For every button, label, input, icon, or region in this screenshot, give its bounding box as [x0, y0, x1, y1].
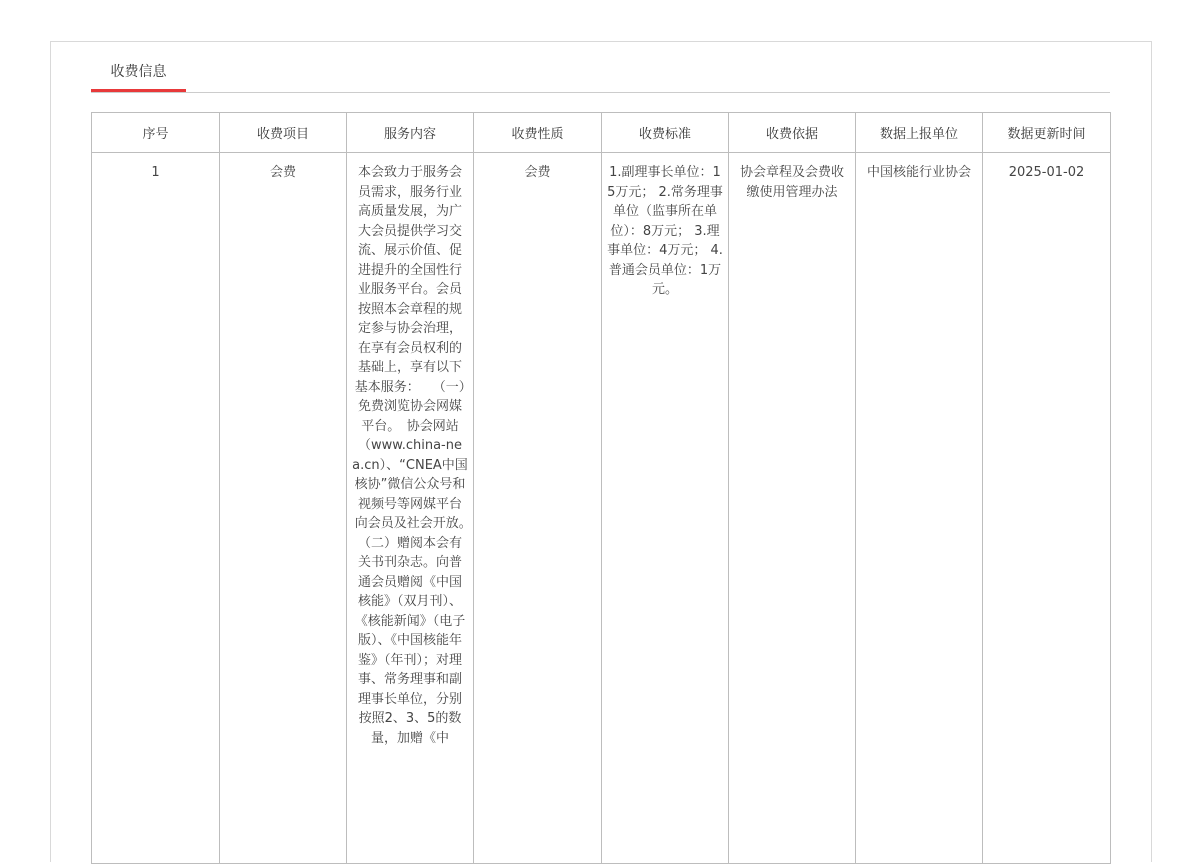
header-item: 收费项目 — [220, 113, 347, 153]
header-service: 服务内容 — [347, 113, 474, 153]
cell-basis: 协会章程及会费收缴使用管理办法 — [729, 153, 856, 864]
header-nature: 收费性质 — [474, 113, 602, 153]
table-row — [92, 153, 1111, 864]
cell-reporter: 中国核能行业协会 — [856, 153, 983, 864]
cell-updated: 2025-01-02 — [983, 153, 1111, 864]
cell-standard: 1.副理事长单位：15万元； 2.常务理事单位（监事所在单位）：8万元； 3.理事单位：4万元； 4.普通会员单位：1万元。 — [602, 153, 729, 864]
header-standard: 收费标准 — [602, 113, 729, 153]
header-index: 序号 — [92, 113, 220, 153]
fee-table — [91, 112, 1111, 864]
table-header-row — [92, 113, 1111, 153]
cell-service: 本会致力于服务会员需求，服务行业高质量发展，为广大会员提供学习交流、展示价值、促进提升的全国性行业服务平台。会员按照本会章程的规定参与协会治理，在享有会员权利的基础上，享有以下基本服务： （一）免费浏览协会网媒平台。 协会网站（www.china-nea.cn）、“CNEA中国核协”微信公众号和视频号等网媒平台向会员及社会开放。 （二）赠阅本会有关书刊杂志。向普通会员赠阅《中国核能》（双月刊）、《核能新闻》（电子版）、《中国核能年鉴》（年刊）；对理事、常务理事和副理事长单位，分别按照2、3、5的数量，加赠《中 — [347, 153, 474, 864]
tab-bar — [91, 60, 1110, 93]
header-updated: 数据更新时间 — [983, 113, 1111, 153]
cell-item: 会费 — [220, 153, 347, 864]
cell-nature: 会费 — [474, 153, 602, 864]
header-reporter: 数据上报单位 — [856, 113, 983, 153]
header-basis: 收费依据 — [729, 113, 856, 153]
tab-fee-info[interactable]: 收费信息 — [91, 60, 186, 92]
cell-index: 1 — [92, 153, 220, 864]
